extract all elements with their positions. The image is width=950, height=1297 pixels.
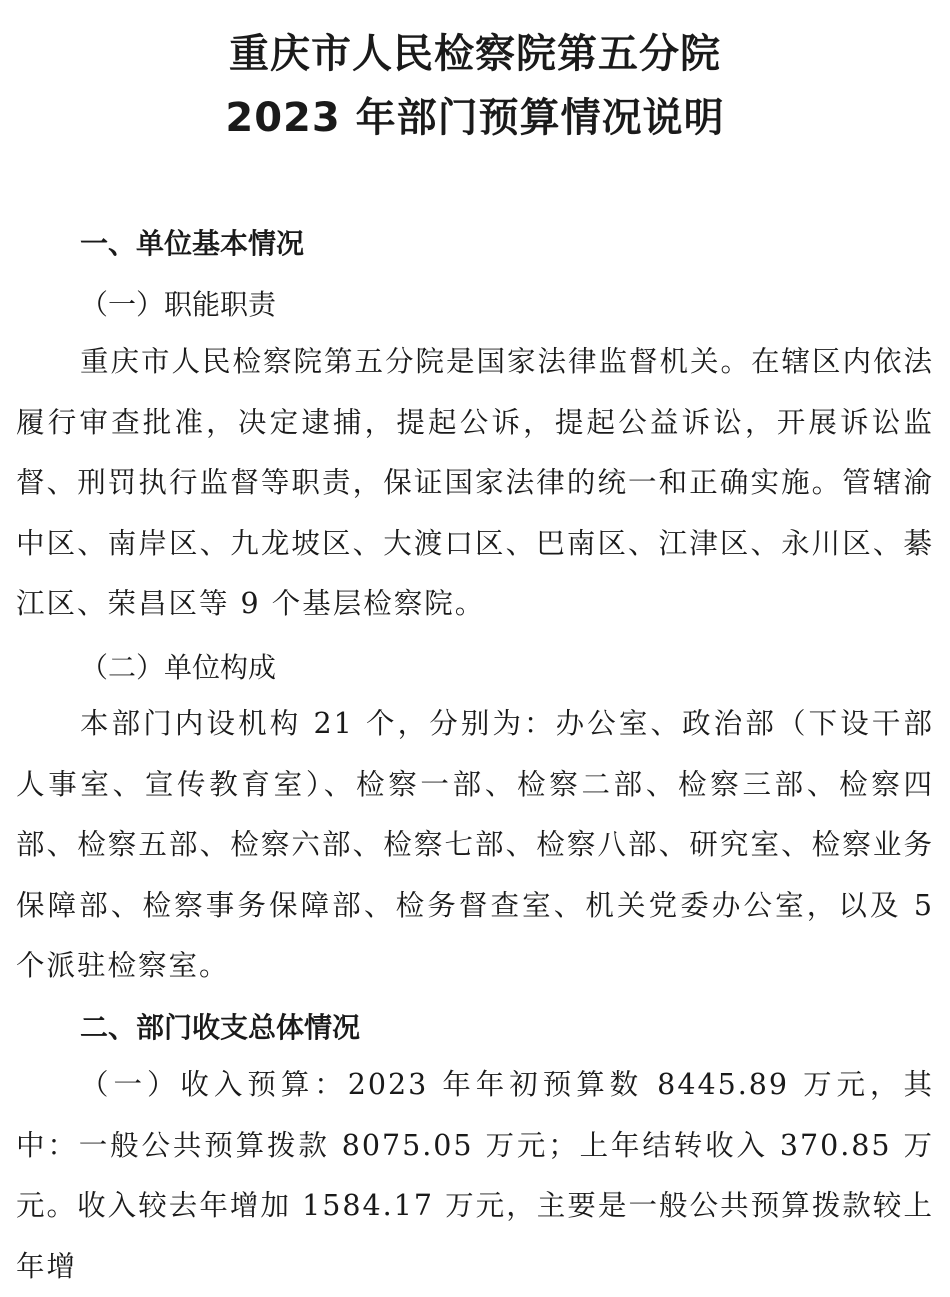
document-title-line-1: 重庆市人民检察院第五分院 (229, 31, 721, 77)
section-heading-budget-overview: 二、部门收支总体情况 (80, 1011, 361, 1044)
document-title-line-2: 2023 年部门预算情况说明 (225, 95, 725, 141)
paragraph-income-budget: （一）收入预算：2023 年年初预算数 8445.89 万元，其中：一般公共预算拨款 8075.05 万元；上年结转收入 370.85 万元。收入较去年增加 1584.17 万元，主要是一般公共预算拨款较上年增 (16, 1068, 934, 1283)
paragraph-composition: 本部门内设机构 21 个，分别为：办公室、政治部（下设干部人事室、宣传教育室）、检察一部、检察二部、检察三部、检察四部、检察五部、检察六部、检察七部、检察八部、研究室、检察业务保障部、检察事务保障部、检务督查室、机关党委办公室，以及 5 个派驻检察室。 (16, 707, 934, 982)
subsection-heading-functions: （一）职能职责 (80, 288, 277, 321)
paragraph-functions: 重庆市人民检察院第五分院是国家法律监督机关。在辖区内依法履行审查批准，决定逮捕，提起公诉，提起公益诉讼，开展诉讼监督、刑罚执行监督等职责，保证国家法律的统一和正确实施。管辖渝中区、南岸区、九龙坡区、大渡口区、巴南区、江津区、永川区、綦江区、荣昌区等 9 个基层检察院。 (16, 345, 935, 620)
section-heading-basic-info: 一、单位基本情况 (80, 227, 305, 260)
subsection-heading-composition: （二）单位构成 (80, 651, 277, 684)
